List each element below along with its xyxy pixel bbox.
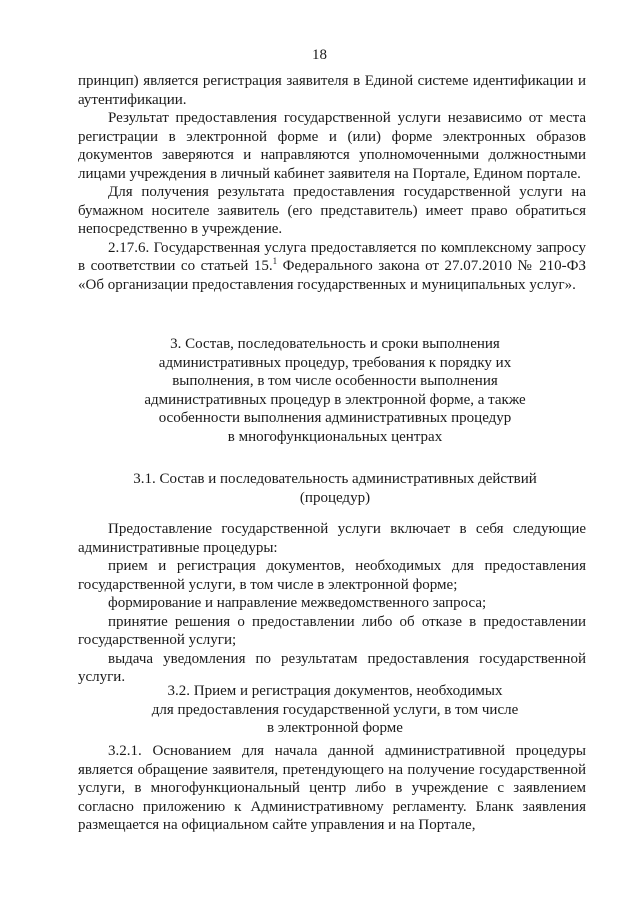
- heading-line: для предоставления государственной услуги, в том числе: [151, 701, 519, 718]
- text-block-3: [78, 742, 586, 835]
- heading-line: в многофункциональных центрах: [227, 428, 443, 445]
- paragraph-continuation: принцип) является регистрация заявителя в Единой системе идентификации и аутентификации.: [78, 73, 586, 108]
- section-3-1-heading: [90, 470, 580, 507]
- heading-line: административных процедур в электронной форме, а также: [144, 391, 526, 408]
- list-item-procedure: принятие решения о предоставлении либо об отказе в предоставлении государственной услуги;: [78, 613, 586, 648]
- section-3-2-heading: [90, 682, 580, 738]
- heading-line: 3.2. Прием и регистрация документов, необходимых: [167, 683, 503, 699]
- paragraph-result: Результат предоставления государственной услуги независимо от места регистрации в электронной форме и (или) форме электронных образов документов заверяются и направляются уполномоченными должностными лицами учреждения в личный кабинет заявителя на Портале, Едином портале.: [78, 110, 586, 182]
- heading-line: (процедур): [299, 489, 371, 506]
- heading-line: 3.1. Состав и последовательность административных действий: [133, 471, 537, 487]
- paragraph-paper-result: Для получения результата предоставления государственной услуги на бумажном носителе заявитель (его представитель) имеет право обратиться непосредственно в учреждение.: [78, 184, 586, 237]
- footnote-superscript: 1: [272, 256, 278, 266]
- paragraph-2-17-6: [78, 239, 586, 295]
- page-number: 18: [312, 47, 327, 63]
- list-item-procedure: формирование и направление межведомственного запроса;: [108, 595, 487, 611]
- heading-line: административных процедур, требования к порядку их: [158, 354, 512, 371]
- paragraph-3-2-1: 3.2.1. Основанием для начала данной административной процедуры является обращение заявителя, претендующего на получение государственной услуги, в многофункциональный центр либо в учреждение с заявлением согласно приложению к Административному регламенту. Бланк заявления размещается на официальном сайте управления и на Портале,: [78, 743, 586, 833]
- paragraph-procedures-intro: Предоставление государственной услуги включает в себя следующие административные процедуры:: [78, 521, 586, 556]
- section-3-heading: [90, 335, 580, 446]
- text-block-2: [78, 520, 586, 687]
- list-item-procedure: прием и регистрация документов, необходимых для предоставления государственной услуги, в том числе в электронной форме;: [78, 558, 586, 593]
- text-block-1: [78, 72, 586, 294]
- paragraph-2-17-6-text-b: Федерального закона от 27.07.2010 № 210-ФЗ «Об организации предоставления государственных и муниципальных услуг».: [78, 258, 586, 293]
- paragraph-2-17-6-text-a: 2.17.6. Государственная услуга предоставляется по комплексному запросу в соответствии со статьей 15.: [78, 239, 586, 274]
- heading-line: в электронной форме: [267, 720, 403, 736]
- heading-line: особенности выполнения административных процедур: [158, 410, 512, 426]
- list-item-procedure: выдача уведомления по результатам предоставления государственной услуги.: [78, 650, 586, 685]
- heading-line: выполнения, в том числе особенности выполнения: [172, 373, 498, 389]
- heading-line: 3. Состав, последовательность и сроки выполнения: [170, 336, 500, 352]
